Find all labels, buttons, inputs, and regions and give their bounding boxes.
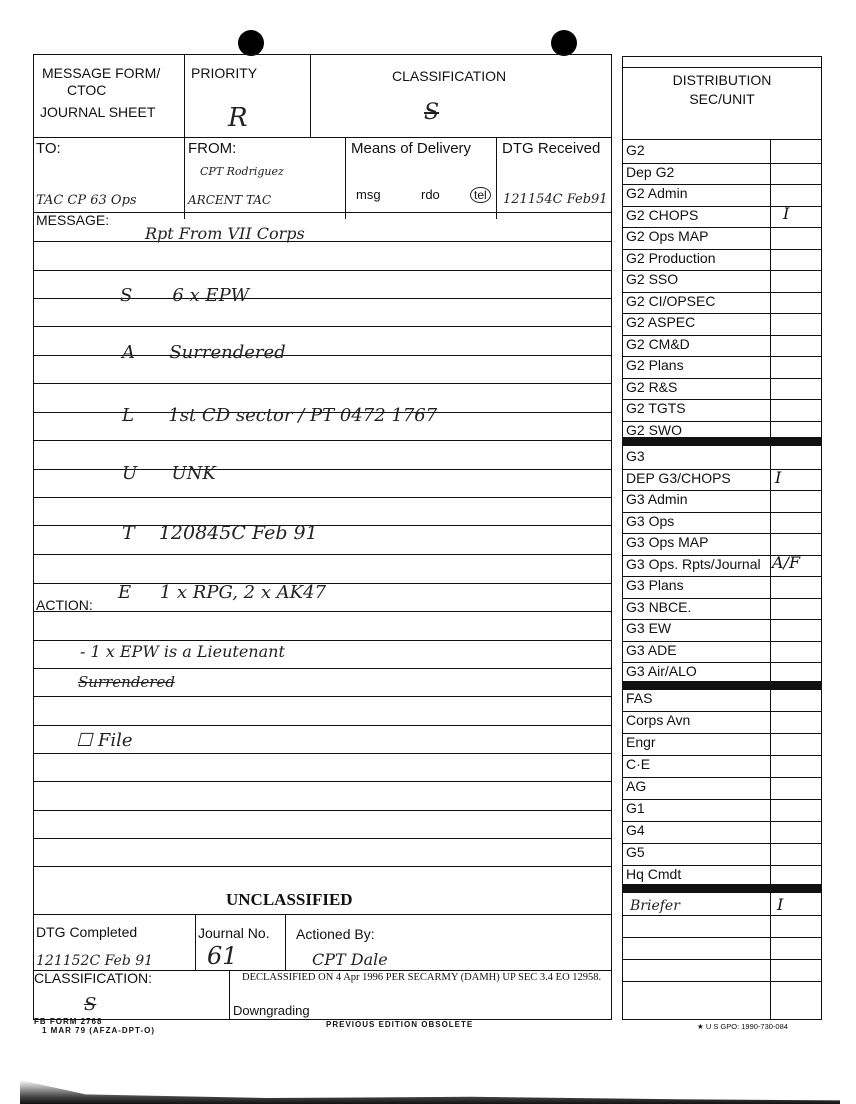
journal-no-value: 61 (207, 942, 238, 970)
actioned-by-value: CPT Dale (312, 950, 388, 969)
to-label: TO: (36, 140, 61, 157)
mark-g3-rpts-journal: A/F (772, 553, 801, 572)
distribution-item: G2 CHOPS (626, 206, 699, 223)
footer-classification-label: CLASSIFICATION: (34, 970, 152, 986)
ruled-line (33, 525, 612, 526)
classification-label: CLASSIFICATION (392, 68, 507, 84)
distribution-item: G2 Plans (626, 357, 684, 373)
distribution-item: G2 TGTS (626, 400, 686, 416)
delivery-msg: msg (356, 187, 381, 202)
distribution-row-line (622, 981, 822, 982)
distribution-row-line (622, 777, 822, 778)
previous-edition: PREVIOUS EDITION OBSOLETE (326, 1020, 474, 1029)
ruled-line (33, 241, 612, 242)
delivery-rdo: rdo (421, 187, 440, 202)
distribution-row-line (622, 937, 822, 938)
distribution-item: Engr (626, 734, 656, 750)
punch-hole-left (238, 30, 264, 56)
distribution-row-line (622, 821, 822, 822)
means-of-delivery-label: Means of Delivery (351, 140, 472, 157)
distribution-item: G3 (626, 448, 645, 464)
distribution-item: G3 Admin (626, 491, 688, 507)
ruled-line (33, 668, 612, 669)
distribution-item: Corps Avn (626, 712, 691, 728)
distribution-item: Dep G2 (626, 163, 675, 180)
message-line-1: Rpt From VII Corps (145, 224, 305, 243)
from-name: CPT Rodriguez (200, 165, 284, 178)
distribution-item: G2 Admin (626, 185, 688, 201)
dtg-completed-value: 121152C Feb 91 (36, 953, 154, 969)
distribution-subtitle: SEC/UNIT (689, 91, 755, 107)
ruled-line (33, 554, 612, 555)
distribution-item: G3 Plans (626, 577, 684, 593)
from-label: FROM: (188, 140, 237, 157)
form-title: MESSAGE FORM/ (42, 65, 161, 81)
action-label: ACTION: (36, 597, 93, 613)
message-line-4: L 1st CD sector / PT 0472 1767 (122, 405, 438, 426)
message-line-3: A Surrendered (122, 342, 286, 363)
distribution-row-line (622, 755, 822, 756)
distribution-item: G3 Ops (626, 512, 675, 529)
distribution-item: G3 Ops. Rpts/Journal (626, 555, 761, 572)
distribution-item: G3 Ops MAP (626, 534, 709, 550)
distribution-item: G2 ASPEC (626, 314, 696, 330)
distribution-item: C·E (626, 756, 651, 772)
dtg-received-label: DTG Received (502, 140, 601, 157)
message-line-2: S 6 x EPW (120, 285, 250, 306)
distribution-item: G2 CM&D (626, 335, 690, 352)
journal-no-label: Journal No. (198, 925, 270, 941)
action-struck-text: Surrendered (78, 673, 175, 691)
ruled-line (33, 781, 612, 782)
other-separator-bar (622, 884, 822, 893)
ruled-line (33, 355, 612, 356)
ruled-line (33, 753, 612, 754)
distribution-item: G2 (626, 142, 645, 158)
distribution-row-line (622, 915, 822, 916)
distribution-row-line (622, 799, 822, 800)
gpo-imprint: ★ U S GPO: 1990-730-084 (697, 1022, 788, 1031)
ruled-line (33, 270, 612, 271)
distribution-item: G3 EW (626, 620, 672, 636)
unclassified-banner: UNCLASSIFIED (226, 890, 353, 909)
priority-value: R (228, 103, 248, 133)
from-value: ARCENT TAC (188, 193, 272, 207)
distribution-item: G3 Air/ALO (626, 663, 697, 679)
distribution-row-line (622, 442, 822, 443)
distribution-item: G2 SSO (626, 271, 679, 287)
distribution-item: G1 (626, 800, 645, 816)
ruled-line (33, 640, 612, 641)
message-line-6: T 120845C Feb 91 (122, 522, 318, 544)
priority-label: PRIORITY (191, 65, 258, 81)
distribution-item: DEP G3/CHOPS (626, 469, 731, 486)
declassified-stamp: DECLASSIFIED ON 4 Apr 1996 PER SECARMY (DAMH) UP SEC 3.4 EO 12958. (242, 972, 602, 983)
distribution-row-line (622, 843, 822, 844)
ruled-line (33, 725, 612, 726)
form-id: FB FORM 2768 (34, 1017, 103, 1026)
distribution-row-line (622, 887, 822, 888)
ruled-line (33, 497, 612, 498)
distribution-item: Hq Cmdt (626, 866, 682, 882)
downgrading-label: Downgrading (233, 1003, 310, 1018)
to-value: TAC CP 63 Ops (36, 193, 137, 208)
g3-separator-bar (622, 681, 822, 690)
distribution-row-line (622, 684, 822, 685)
distribution-title: DISTRIBUTION (672, 72, 772, 88)
ruled-line (33, 866, 612, 867)
scan-edge-artifact (20, 1080, 840, 1104)
distribution-item: G4 (626, 822, 645, 838)
mark-dep-g3-chops: I (775, 468, 782, 487)
mark-g2-chops: I (783, 204, 790, 223)
distribution-item: G2 Production (626, 249, 716, 266)
distribution-item: G3 NBCE. (626, 598, 692, 615)
ruled-line (33, 838, 612, 839)
ruled-line (33, 383, 612, 384)
mark-briefer: I (777, 895, 784, 914)
ruled-line (33, 326, 612, 327)
form-date: 1 MAR 79 (AFZA-DPT-O) (42, 1026, 155, 1035)
form-subtitle: CTOC (67, 82, 107, 98)
distribution-item: G2 SWO (626, 421, 683, 438)
distribution-item: FAS (626, 690, 653, 706)
distribution-item: G2 CI/OPSEC (626, 292, 716, 309)
punch-hole-right (551, 30, 577, 56)
distribution-row-line (622, 959, 822, 960)
ruled-line (33, 440, 612, 441)
action-file: ☐ File (76, 730, 133, 751)
dtg-received-value: 121154C Feb91 (503, 192, 608, 207)
ruled-line (33, 469, 612, 470)
actioned-by-label: Actioned By: (296, 926, 375, 942)
gpo-text: U S GPO: 1990-730-084 (705, 1022, 788, 1031)
distribution-item: AG (626, 778, 647, 794)
delivery-tel: tel (470, 187, 491, 203)
distribution-item: G5 (626, 844, 645, 860)
journal-sheet-label: JOURNAL SHEET (40, 104, 156, 120)
message-line-5: U UNK (122, 463, 216, 484)
message-label: MESSAGE: (36, 212, 110, 228)
classification-value: S (424, 100, 440, 125)
ruled-line (33, 611, 612, 612)
action-note: - 1 x EPW is a Lieutenant (80, 642, 285, 661)
footer-classification-value: S (84, 994, 97, 1015)
action-equipment: E 1 x RPG, 2 x AK47 (118, 582, 327, 603)
briefer-entry: Briefer (630, 898, 680, 914)
action-file-text: File (97, 730, 133, 751)
distribution-item: G3 ADE (626, 641, 677, 658)
distribution-item: G2 Ops MAP (626, 228, 709, 244)
dtg-completed-label: DTG Completed (36, 924, 138, 940)
ruled-line (33, 696, 612, 697)
ruled-line (33, 810, 612, 811)
distribution-item: G2 R&S (626, 378, 678, 395)
